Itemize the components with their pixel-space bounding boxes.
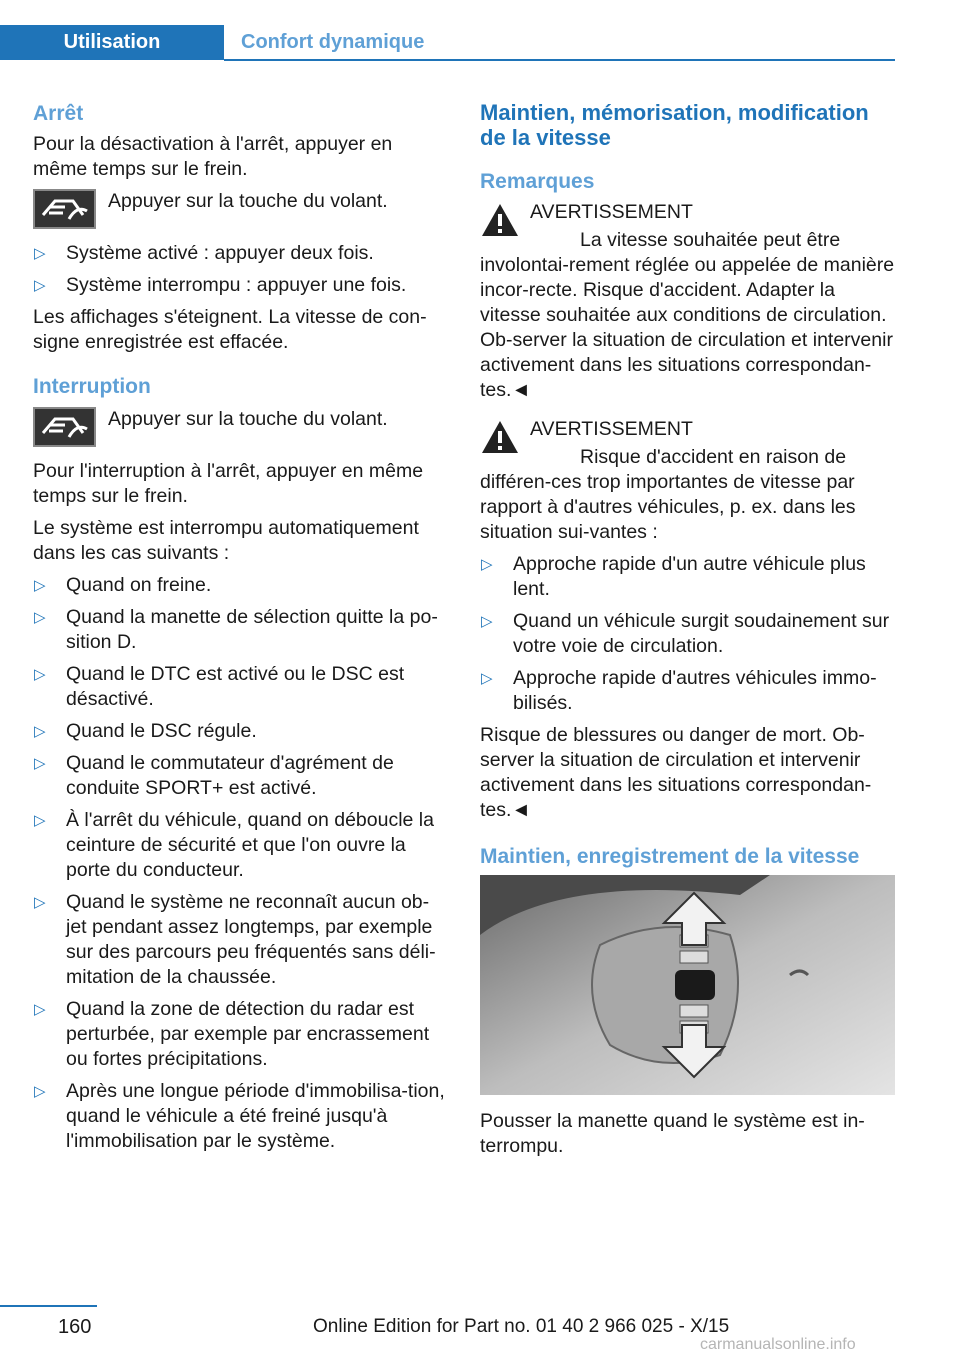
left-column (33, 100, 448, 1161)
warning-after-text: Risque de blessures ou danger de mort. Ob-server la situation de circulation et intervenir activement dans les situations correspondan-tes.◄ (480, 724, 872, 821)
edition-text: Online Edition for Part no. 01 40 2 966 025 - X/15 (313, 1316, 730, 1337)
tab-utilisation[interactable]: Utilisation (0, 25, 224, 60)
list-item: ▷ Après une longue période d'immobilisa-tion, quand le véhicule a été freiné jusqu'à l'immobilisation par le système. (34, 1080, 445, 1152)
steering-button-icon (33, 189, 96, 229)
triangle-bullet-icon: ▷ (34, 1083, 46, 1100)
list-item: ▷ Quand on freine. (34, 574, 212, 596)
warning-text: Risque d'accident en raison de différen-ces trop importantes de vitesse par rapport à d'autres véhicules, p. ex. dans les situation sui-vantes : (480, 446, 856, 543)
list-item: ▷ Système interrompu : appuyer une fois. (34, 274, 407, 296)
list-item: ▷ Quand la manette de sélection quitte la po-sition D. (34, 606, 438, 653)
triangle-bullet-icon: ▷ (34, 755, 46, 772)
list-item: ▷ Quand le système ne reconnaît aucun ob-jet pendant assez longtemps, par exemple sur des parcours peu fréquentés sans déli-mitation de la chaussée. (34, 891, 436, 988)
footer-divider (0, 1305, 97, 1307)
warning-title: AVERTISSEMENT (530, 201, 693, 223)
header-bar (0, 25, 895, 62)
warning-title: AVERTISSEMENT (530, 418, 693, 440)
warning-bullet-list (480, 552, 895, 716)
list-item: ▷ Quand un véhicule surgit soudainement sur votre voie de circulation. (481, 610, 890, 657)
heading-remarques: Remarques (480, 170, 595, 193)
list-item: ▷ Quand la zone de détection du radar est perturbée, par exemple par encrassement ou fortes précipitations. (34, 998, 430, 1070)
list-item: ▷ À l'arrêt du véhicule, quand on déboucle la ceinture de sécurité et que l'on ouvre la porte du conducteur. (34, 809, 434, 881)
page-number: 160 (58, 1316, 92, 1338)
triangle-bullet-icon: ▷ (34, 577, 46, 594)
heading-arret: Arrêt (33, 102, 84, 125)
warning-block-1 (480, 200, 895, 403)
list-item: ▷ Approche rapide d'un autre véhicule plus lent. (481, 553, 866, 600)
interruption-key-text: Appuyer sur la touche du volant. (108, 408, 388, 430)
list-item: ▷ Système activé : appuyer deux fois. (34, 242, 374, 264)
warning-text: La vitesse souhaitée peut être involontai-rement réglée ou appelée de manière incor-recte. Risque d'accident. Adapter la vitesse souhaitée aux conditions de circulation. Ob-server la situation de circulation et intervenir activement dans les situations correspondan-tes.◄ (480, 229, 895, 401)
triangle-bullet-icon: ▷ (481, 670, 493, 687)
steering-button-icon (33, 407, 96, 447)
header-divider (224, 59, 895, 61)
triangle-bullet-icon: ▷ (34, 1001, 46, 1018)
triangle-bullet-icon: ▷ (34, 666, 46, 683)
arret-key-text: Appuyer sur la touche du volant. (108, 190, 388, 212)
warning-block-2 (480, 417, 895, 545)
triangle-bullet-icon: ▷ (34, 277, 46, 294)
watermark: carmanualsonline.info (700, 1336, 856, 1353)
triangle-bullet-icon: ▷ (34, 609, 46, 626)
interruption-paragraph-2: Le système est interrompu automatiquement dans les cas suivants : (33, 517, 419, 564)
list-item: ▷ Quand le DTC est activé ou le DSC est désactivé. (34, 663, 405, 710)
heading-interruption: Interruption (33, 375, 151, 398)
photo-caption: Pousser la manette quand le système est in-terrompu. (480, 1110, 865, 1157)
steering-wheel-photo (480, 875, 895, 1095)
tab-confort-dynamique[interactable]: Confort dynamique (241, 31, 425, 53)
triangle-bullet-icon: ▷ (481, 556, 493, 573)
triangle-bullet-icon: ▷ (34, 812, 46, 829)
list-item: ▷ Quand le commutateur d'agrément de conduite SPORT+ est activé. (34, 752, 394, 799)
triangle-bullet-icon: ▷ (34, 894, 46, 911)
arret-bullet-list (33, 241, 448, 298)
arret-paragraph-1: Pour la désactivation à l'arrêt, appuyer en même temps sur le frein. (33, 133, 393, 180)
right-column (480, 100, 895, 1166)
arret-key-row (33, 189, 448, 229)
warning-triangle-icon (480, 202, 520, 238)
list-item: ▷ Quand le DSC régule. (34, 720, 257, 742)
arret-paragraph-2: Les affichages s'éteignent. La vitesse de con-signe enregistrée est effacée. (33, 306, 427, 353)
interruption-paragraph-1: Pour l'interruption à l'arrêt, appuyer en même temps sur le frein. (33, 460, 424, 507)
heading-maintien: Maintien, enregistrement de la vitesse (480, 845, 860, 868)
triangle-bullet-icon: ▷ (34, 723, 46, 740)
list-item: ▷ Approche rapide d'autres véhicules immo-bilisés. (481, 667, 877, 714)
interruption-key-row (33, 407, 448, 447)
triangle-bullet-icon: ▷ (34, 245, 46, 262)
triangle-bullet-icon: ▷ (481, 613, 493, 630)
warning-triangle-icon (480, 419, 520, 455)
section-title: Maintien, mémorisation, modification de la vitesse (480, 100, 869, 150)
interruption-bullet-list (33, 573, 448, 1154)
